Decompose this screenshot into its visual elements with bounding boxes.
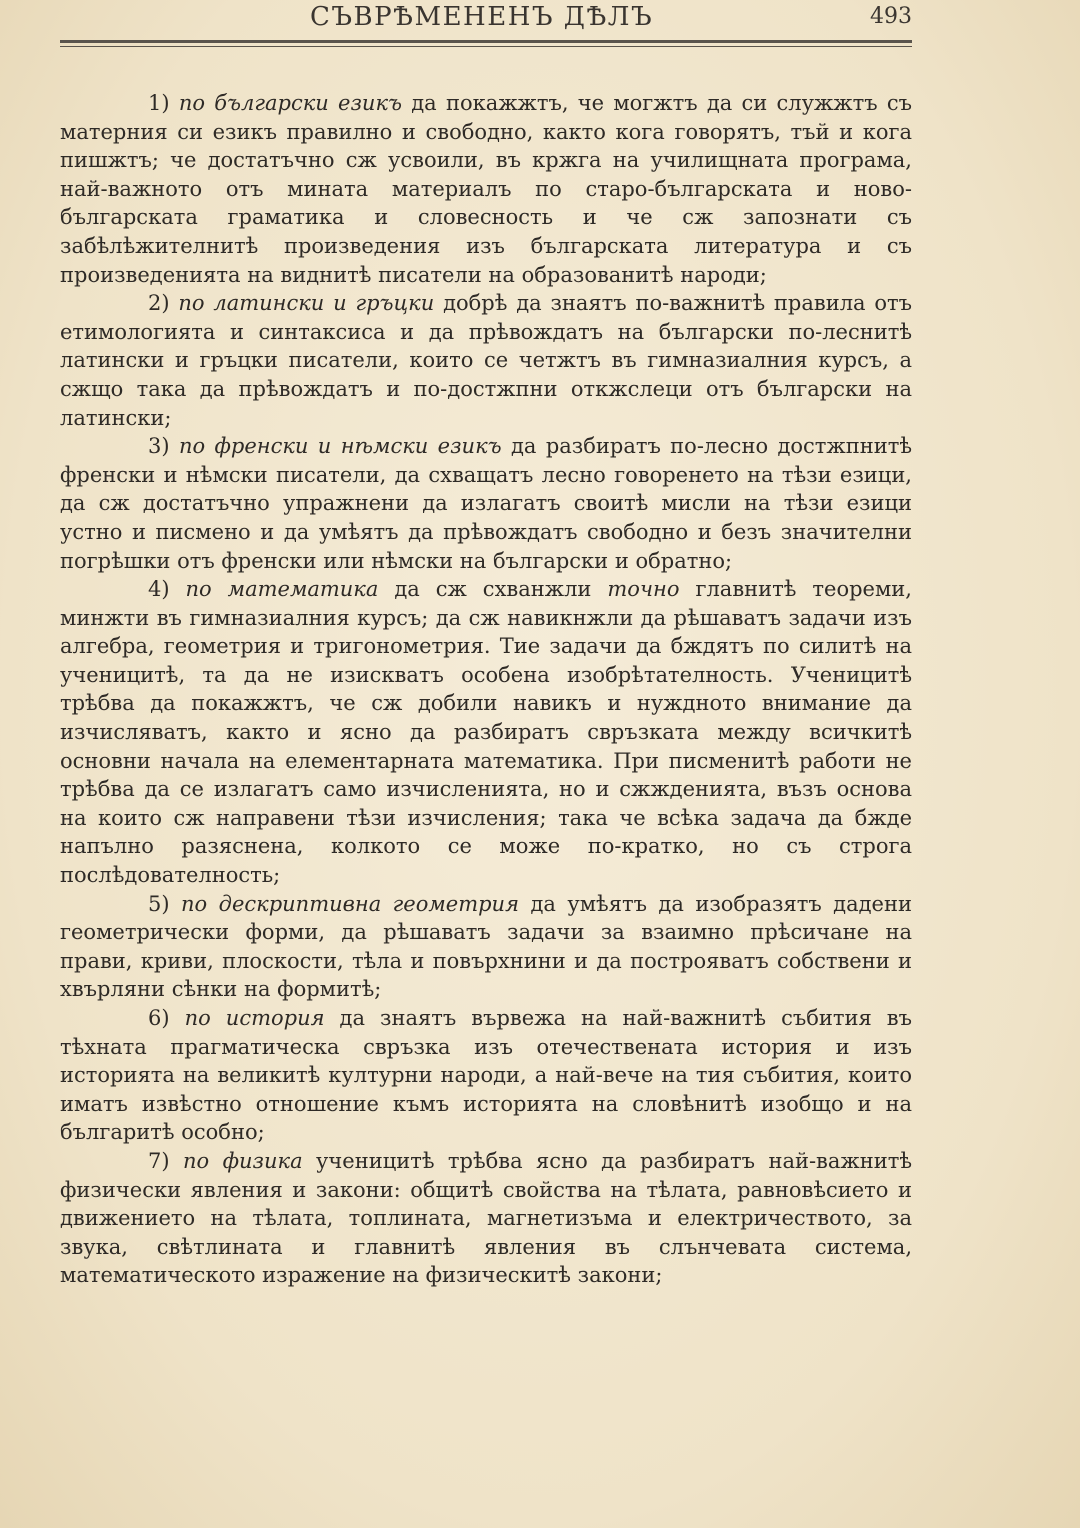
paragraph-3 bbox=[60, 432, 912, 575]
paragraph-text: да разбиратъ по-лесно достжпнитѣ френски и нѣмски писатели, да схващатъ лесно говоренето на тѣзи езици, да сж достатъчно упражнени да излагатъ своитѣ мисли на тѣзи езици устно и писмено и да умѣятъ да прѣвождатъ свободно и безъ значителни погрѣшки отъ френски или нѣмски на български и обратно; bbox=[60, 434, 912, 573]
paragraph-text: да знаятъ вървежа на най-важнитѣ събития въ тѣхната прагматическа свръзка изъ отечествената история и изъ историята на великитѣ културни народи, а най-вече на тия събития, които иматъ извѣстно отношение къмъ историята на словѣнитѣ изобщо и на българитѣ особно; bbox=[60, 1006, 912, 1145]
paragraph-7 bbox=[60, 1147, 912, 1290]
paragraph-4 bbox=[60, 575, 912, 890]
paragraph-subject: по български езикъ bbox=[178, 91, 402, 115]
paragraph-6 bbox=[60, 1004, 912, 1147]
page-number: 493 bbox=[870, 4, 912, 29]
page-header bbox=[60, 0, 912, 40]
paragraph-text: главнитѣ теореми, минжти въ гимназиалния курсъ; да сж навикнжли да рѣшаватъ задачи изъ алгебра, геометрия и тригонометрия. Тие задачи да бждятъ по силитѣ на ученицитѣ, та да не изискватъ особена изобрѣтателность. Ученицитѣ трѣбва да покажжтъ, че сж добили навикъ и нуждното внимание да изчисляватъ, както и ясно да разбиратъ свръзката между всичкитѣ основни начала на елементарната математика. При писменитѣ работи не трѣбва да се излагатъ само изчисленията, но и сжжденията, възъ основа на които сж направени тѣзи изчисления; така че всѣка задача да бжде напълно разяснена, колкото се може по-кратко, но съ строга послѣдователность; bbox=[60, 577, 912, 888]
paragraph-number: 5) bbox=[148, 891, 170, 916]
paragraph-subject: по френски и нѣмски езикъ bbox=[178, 434, 502, 459]
header-rule-thick bbox=[60, 40, 912, 43]
paragraph-1 bbox=[60, 89, 912, 289]
paragraph-text-lead: да сж схванжли bbox=[394, 577, 592, 602]
paragraph-number: 3) bbox=[148, 434, 170, 459]
paragraph-subject: по история bbox=[184, 1006, 325, 1030]
paragraph-5 bbox=[60, 890, 912, 1004]
paragraph-text: да покажжтъ, че могжтъ да си служжтъ съ матерния си езикъ правилно и свободно, както кога говорятъ, тъй и кога пишжтъ; че достатъчно сж усвоили, въ кржга на училищната програма, най-важното отъ мината материалъ по старо-българската и ново-българската граматика и словесность и че сж запознати съ забѣлѣжителнитѣ произведения изъ българската литература и съ произведенията на виднитѣ писатели на образованитѣ народи; bbox=[60, 91, 912, 287]
paragraph-number: 4) bbox=[148, 577, 170, 602]
paragraph-2 bbox=[60, 289, 912, 432]
paragraph-subject: по математика bbox=[185, 577, 379, 602]
paragraph-subject: по физика bbox=[183, 1148, 303, 1173]
paragraph-text: да умѣятъ да изобразятъ дадени геометрически форми, да рѣшаватъ задачи за взаимно прѣсичане на прави, криви, плоскости, тѣла и повърхнини и да построяватъ собствени и хвърляни сѣнки на формитѣ; bbox=[60, 891, 912, 1002]
paragraph-subject: по дескриптивна геометрия bbox=[181, 891, 519, 916]
paragraph-number: 7) bbox=[148, 1148, 170, 1173]
paragraph-subject: по латински и гръцки bbox=[178, 291, 435, 316]
paragraph-number: 6) bbox=[148, 1006, 170, 1030]
paragraph-text: ученицитѣ трѣбва ясно да разбиратъ най-важнитѣ физически явления и закони: общитѣ свойства на тѣлата, равновѣсието и движението на тѣлата, топлината, магнетизъма и електричеството, за звука, свѣтлината и главнитѣ явления въ слънчевата система, математическото изражение на физическитѣ закони; bbox=[60, 1148, 912, 1288]
running-title: СЪВРѢМЕНЕНЪ ДѢЛЪ bbox=[310, 2, 654, 32]
paragraph-emphasis: точно bbox=[607, 577, 680, 602]
header-rule-thin bbox=[60, 46, 912, 47]
body-text bbox=[60, 89, 912, 1290]
paragraph-text: добрѣ да знаятъ по-важнитѣ правила отъ етимологията и синтаксиса и да прѣвождатъ на български по-леснитѣ латински и гръцки писатели, които се четжтъ въ гимназиалния курсъ, а сжщо така да прѣвождатъ и по-достжпни откжслеци отъ български на латински; bbox=[60, 291, 912, 430]
paragraph-number: 2) bbox=[148, 291, 170, 316]
paragraph-number: 1) bbox=[148, 91, 170, 115]
